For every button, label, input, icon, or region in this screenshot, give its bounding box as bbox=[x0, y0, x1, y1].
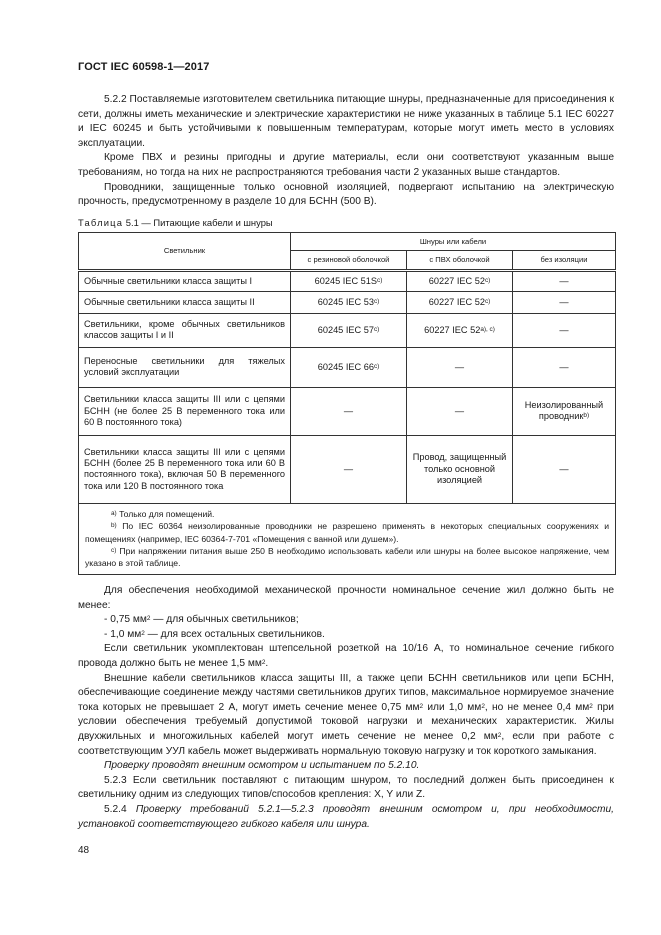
intro-section bbox=[78, 93, 614, 210]
row-none: — bbox=[513, 435, 616, 503]
row-rubber: 60245 IEC 66$^{c)}$ bbox=[291, 347, 407, 387]
note-c: $^{c)}$ При напряжении питания выше 250 В необходимо использовать кабели или шнуры на более высокое напряжение, чем указано в этой таблице. bbox=[85, 546, 609, 569]
table-caption-label: Таблица bbox=[78, 217, 124, 228]
header-no-insulation: без изоляции bbox=[513, 251, 616, 270]
table-notes-row bbox=[79, 503, 616, 574]
row-none: — bbox=[513, 313, 616, 347]
table-caption-title: 5.1 — Питающие кабели и шнуры bbox=[123, 217, 273, 228]
row-name: Светильники класса защиты III или с цепями БСНН (более 25 В переменного тока или 60 В постоянного тока), включая 50 В переменного тока или 120 В постоянного тока bbox=[79, 435, 291, 503]
row-name: Переносные светильники для тяжелых условий эксплуатации bbox=[79, 347, 291, 387]
paragraph-5-2-3: 5.2.3 Если светильник поставляют с питающим шнуром, то последний должен быть присоединен к светильнику одним из следующих типов/способов крепления: X, Y или Z. bbox=[78, 774, 614, 801]
row-rubber: 60245 IEC 57$^{c)}$ bbox=[291, 313, 407, 347]
row-rubber: 60245 IEC 53$^{c)}$ bbox=[291, 291, 407, 313]
row-rubber: — bbox=[291, 435, 407, 503]
paragraph-check: Проверку проводят внешним осмотром и испытанием по 5.2.10. bbox=[104, 760, 420, 772]
row-none: — bbox=[513, 347, 616, 387]
paragraph-external-cables: Внешние кабели светильников класса защиты III, а также цепи БСНН светильников или цепи БСНН, обеспечивающие соединение между частями светильников других типов, максимальное нормируемое значение тока которых не превышает 2 А, могут иметь сечение менее 0,75 $мм^2$ или 1,0 $мм^2$, но не менее 0,4 $мм^2$ при условии обеспечения требуемый допустимой токовой нагрузки и механических характеристик. Жилы двухжильных и многожильных кабелей могут иметь сечение не менее 0,2 $мм^2$, если при работе с соответствующим УУЛ кабель может выдерживать нормальную токовую нагрузку и ток короткого замыкания. bbox=[78, 672, 614, 757]
row-rubber: — bbox=[291, 387, 407, 435]
row-name: Светильники класса защиты III или с цепями БСНН (не более 25 В переменного тока или 60 В постоянного тока) bbox=[79, 387, 291, 435]
table-row bbox=[79, 313, 616, 347]
table-caption bbox=[78, 217, 273, 228]
page-number: 48 bbox=[78, 845, 90, 856]
table-row bbox=[79, 347, 616, 387]
row-pvc: 60227 IEC 52$^{c)}$ bbox=[407, 270, 513, 291]
paragraph-socket: Если светильник укомплектован штепсельной розеткой на 10/16 А, то номинальное сечение гибкого провода должно быть не менее 1,5 $мм^2$. bbox=[78, 643, 614, 669]
paragraph-5-2-4: 5.2.4 Проверку требований 5.2.1—5.2.3 проводят внешним осмотром и, при необходимости, установкой соответствующего гибкого кабеля или шнура. bbox=[78, 803, 614, 830]
table-row bbox=[79, 435, 616, 503]
row-name: Светильники, кроме обычных светильников классов защиты I и II bbox=[79, 313, 291, 347]
row-name: Обычные светильники класса защиты I bbox=[79, 270, 291, 291]
row-none: — bbox=[513, 291, 616, 313]
row-name: Обычные светильники класса защиты II bbox=[79, 291, 291, 313]
paragraph-materials: Кроме ПВХ и резины пригодны и другие материалы, если они соответствуют указанным выше требованиям, но тогда на них не распространяются требования части 2 указанных выше стандартов. bbox=[78, 152, 614, 178]
table-row bbox=[79, 270, 616, 291]
body-section bbox=[78, 584, 614, 832]
document-header: ГОСТ IEC 60598-1—2017 bbox=[78, 61, 210, 73]
table-notes bbox=[79, 503, 616, 574]
row-none: — bbox=[513, 270, 616, 291]
header-rubber: с резиновой оболочкой bbox=[291, 251, 407, 270]
paragraph-conductors: Проводники, защищенные только основной изоляцией, подвергают испытанию на электрическую прочность, предусмотренному в разделе 10 для БСНН (500 В). bbox=[78, 181, 614, 208]
paragraph-cross-section: Для обеспечения необходимой механической прочности номинальное сечение жил должно быть не менее: bbox=[78, 585, 614, 611]
row-none: Неизолированный проводник$^{b)}$ bbox=[513, 387, 616, 435]
header-pvc: с ПВХ оболочкой bbox=[407, 251, 513, 270]
table-row bbox=[79, 387, 616, 435]
table-row bbox=[79, 291, 616, 313]
note-b: $^{b)}$ По IEC 60364 неизолированные проводники не разрешено применять в некоторых специальных сооружениях и помещениях (например, IEC 60364-7-701 «Помещения с ванной или душем»). bbox=[85, 521, 609, 544]
row-pvc: 60227 IEC $52^{a), c)}$ bbox=[407, 313, 513, 347]
list-item: - 1,0 $мм^2$ — для всех остальных светильников. bbox=[104, 628, 325, 640]
list-item: - 0,75 $мм^2$ — для обычных светильников; bbox=[104, 614, 299, 626]
note-a: $^{a)}$ Только для помещений. bbox=[111, 508, 215, 519]
header-luminaires: Светильник bbox=[79, 233, 291, 271]
header-cables-group: Шнуры или кабели bbox=[291, 233, 616, 251]
row-pvc: Провод, защищенный только основной изоляцией bbox=[407, 435, 513, 503]
row-pvc: — bbox=[407, 387, 513, 435]
cables-table bbox=[78, 232, 616, 575]
paragraph-5-2-2: 5.2.2 Поставляемые изготовителем светильника питающие шнуры, предназначенные для присоединения к сети, должны иметь механические и электрические характеристики не ниже указанных в таблице 5.1 IEC 60227 и IEC 60245 и быть устойчивыми к повышенным температурам, которые могут иметь место в условиях эксплуатации. bbox=[78, 94, 614, 149]
row-pvc: 60227 IEC 52$^{c)}$ bbox=[407, 291, 513, 313]
row-pvc: — bbox=[407, 347, 513, 387]
row-rubber: 60245 IEC $51S^{c)}$ bbox=[291, 270, 407, 291]
